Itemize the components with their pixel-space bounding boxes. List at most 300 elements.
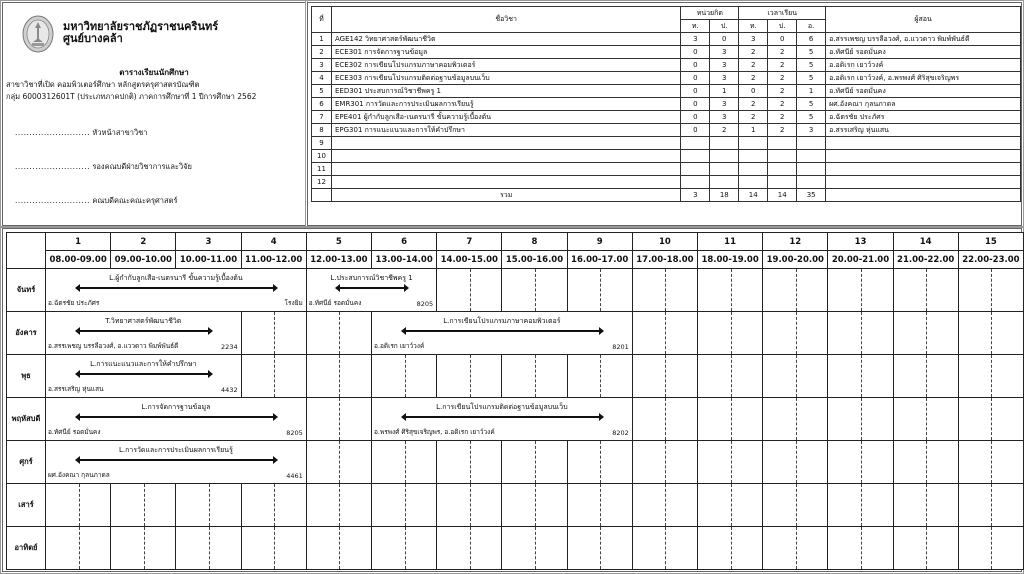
period-number-header: 8 xyxy=(501,232,567,251)
total-hour-practice: 14 xyxy=(768,189,797,202)
empty-slot xyxy=(762,526,828,570)
half-hour-divider xyxy=(991,484,992,526)
half-hour-divider xyxy=(405,441,406,483)
half-hour-divider xyxy=(926,312,927,354)
empty-slot xyxy=(306,354,372,398)
credit-theory: 0 xyxy=(681,85,710,98)
empty-slot xyxy=(306,526,372,570)
hour-theory: 3 xyxy=(739,33,768,46)
empty-slot xyxy=(697,354,763,398)
course-row xyxy=(312,72,1021,85)
half-hour-divider xyxy=(535,484,536,526)
hour-self: 6 xyxy=(797,33,826,46)
hour-practice: 0 xyxy=(768,33,797,46)
day-label: พฤหัสบดี xyxy=(6,397,46,441)
period-time-header: 18.00-19.00 xyxy=(697,250,763,269)
total-hour-theory: 14 xyxy=(739,189,768,202)
half-hour-divider xyxy=(79,527,80,569)
class-name: L.ผู้กำกับลูกเสือ-เนตรนารี ขั้นความรู้เบื้องต้น xyxy=(109,274,243,282)
half-hour-divider xyxy=(274,355,275,397)
half-hour-divider xyxy=(470,355,471,397)
class-teacher: อ.ฉัตรชัย ประภัศร xyxy=(48,299,100,307)
half-hour-divider xyxy=(926,355,927,397)
empty-slot xyxy=(893,483,959,527)
hour-practice: 2 xyxy=(768,111,797,124)
duration-arrow-icon xyxy=(79,330,209,332)
subject-name xyxy=(331,150,680,163)
empty-slot xyxy=(762,268,828,312)
hour-theory xyxy=(739,163,768,176)
credit-theory: 0 xyxy=(681,124,710,137)
half-hour-divider xyxy=(470,527,471,569)
col-header-credit-practice: ป. xyxy=(710,20,739,33)
half-hour-divider xyxy=(796,398,797,440)
period-time-header: 10.00-11.00 xyxy=(175,250,241,269)
class-room: 4432 xyxy=(221,386,238,394)
period-number-header: 2 xyxy=(110,232,176,251)
hour-self: 5 xyxy=(797,72,826,85)
class-teacher: อ.พรพงศ์ ศิริสุขเจริญพร, อ.อดิเรก เยาว์วงค์ xyxy=(374,428,495,436)
row-number: 2 xyxy=(312,46,332,59)
period-time-header: 16.00-17.00 xyxy=(567,250,633,269)
empty-slot xyxy=(501,268,567,312)
half-hour-divider xyxy=(665,355,666,397)
hour-theory xyxy=(739,137,768,150)
half-hour-divider xyxy=(339,441,340,483)
hour-theory: 2 xyxy=(739,72,768,85)
subject-name: ECE302 การเขียนโปรแกรมภาษาคอมพิวเตอร์ xyxy=(331,59,680,72)
period-number-header: 7 xyxy=(436,232,502,251)
empty-slot xyxy=(501,440,567,484)
period-time-header: 21.00-22.00 xyxy=(893,250,959,269)
course-table-panel xyxy=(307,2,1022,226)
half-hour-divider xyxy=(731,484,732,526)
half-hour-divider xyxy=(991,527,992,569)
credit-practice xyxy=(710,163,739,176)
instructor-name: ผศ.อังคณา กุลนภาดล xyxy=(826,98,1021,111)
half-hour-divider xyxy=(535,527,536,569)
hour-theory xyxy=(739,150,768,163)
class-block[interactable] xyxy=(45,440,307,484)
hour-practice xyxy=(768,163,797,176)
class-teacher: อ.สรรเสริญ หุ่นแสน xyxy=(48,385,104,393)
hour-practice: 2 xyxy=(768,124,797,137)
empty-slot xyxy=(697,311,763,355)
row-number: 10 xyxy=(312,150,332,163)
class-teacher: อ.สรรเพชญ บรรลือวงศ์, อ.แววดาว พิมพ์พันธ์ดี xyxy=(48,342,179,350)
credit-practice: 1 xyxy=(710,85,739,98)
class-name: L.การแนะแนวและการให้คำปรึกษา xyxy=(90,360,197,368)
col-header-hours: เวลาเรียน xyxy=(739,7,826,20)
credit-practice: 2 xyxy=(710,124,739,137)
credit-theory: 0 xyxy=(681,98,710,111)
half-hour-divider xyxy=(731,398,732,440)
empty-slot xyxy=(501,354,567,398)
credit-practice: 3 xyxy=(710,98,739,111)
duration-arrow-icon xyxy=(79,459,275,461)
class-name: L.การจัดการฐานข้อมูล xyxy=(141,403,211,411)
empty-slot xyxy=(241,354,307,398)
half-hour-divider xyxy=(79,484,80,526)
credit-theory xyxy=(681,137,710,150)
empty-slot xyxy=(697,397,763,441)
period-number-header: 10 xyxy=(632,232,698,251)
credit-theory: 0 xyxy=(681,72,710,85)
course-row xyxy=(312,163,1021,176)
period-number-header: 9 xyxy=(567,232,633,251)
empty-slot xyxy=(241,526,307,570)
half-hour-divider xyxy=(861,484,862,526)
credit-practice: 0 xyxy=(710,33,739,46)
day-label: จันทร์ xyxy=(6,268,46,312)
half-hour-divider xyxy=(731,312,732,354)
half-hour-divider xyxy=(209,527,210,569)
instructor-name xyxy=(826,176,1021,189)
hour-theory xyxy=(739,176,768,189)
empty-slot xyxy=(632,311,698,355)
empty-slot xyxy=(893,526,959,570)
half-hour-divider xyxy=(731,355,732,397)
row-number: 6 xyxy=(312,98,332,111)
credit-practice: 3 xyxy=(710,72,739,85)
instructor-name xyxy=(826,150,1021,163)
class-block[interactable] xyxy=(45,397,307,441)
instructor-name: อ.ทัศนีย์ รอดมั่นคง xyxy=(826,85,1021,98)
empty-slot xyxy=(893,311,959,355)
empty-slot xyxy=(175,526,241,570)
day-label: อาทิตย์ xyxy=(6,526,46,570)
instructor-name: อ.อดิเรก เยาว์วงค์ xyxy=(826,59,1021,72)
credit-practice xyxy=(710,176,739,189)
day-label: ศุกร์ xyxy=(6,440,46,484)
row-number: 5 xyxy=(312,85,332,98)
weekly-timetable xyxy=(6,232,1019,569)
empty-slot xyxy=(436,483,502,527)
half-hour-divider xyxy=(535,269,536,311)
half-hour-divider xyxy=(861,527,862,569)
hour-theory: 2 xyxy=(739,98,768,111)
credit-theory xyxy=(681,176,710,189)
half-hour-divider xyxy=(535,441,536,483)
credit-practice: 3 xyxy=(710,111,739,124)
row-number: 1 xyxy=(312,33,332,46)
half-hour-divider xyxy=(861,312,862,354)
empty-slot xyxy=(306,311,372,355)
empty-slot xyxy=(697,483,763,527)
col-header-no: ที่ xyxy=(312,7,332,33)
class-room: 8201 xyxy=(612,343,629,351)
class-room: 2234 xyxy=(221,343,238,351)
empty-slot xyxy=(893,268,959,312)
period-number-header: 11 xyxy=(697,232,763,251)
credit-theory xyxy=(681,150,710,163)
empty-slot xyxy=(436,440,502,484)
empty-slot xyxy=(110,483,176,527)
half-hour-divider xyxy=(274,527,275,569)
half-hour-divider xyxy=(470,269,471,311)
duration-arrow-icon xyxy=(339,287,404,289)
empty-slot xyxy=(567,268,633,312)
class-block[interactable] xyxy=(45,268,307,312)
empty-slot xyxy=(762,440,828,484)
empty-slot xyxy=(110,526,176,570)
half-hour-divider xyxy=(600,355,601,397)
empty-slot xyxy=(567,526,633,570)
empty-slot xyxy=(632,268,698,312)
credit-theory: 0 xyxy=(681,46,710,59)
half-hour-divider xyxy=(665,398,666,440)
empty-slot xyxy=(45,526,111,570)
info-panel xyxy=(2,2,306,226)
class-block[interactable] xyxy=(45,354,242,398)
half-hour-divider xyxy=(274,484,275,526)
row-number: 3 xyxy=(312,59,332,72)
period-time-header: 09.00-10.00 xyxy=(110,250,176,269)
class-block[interactable] xyxy=(45,311,242,355)
class-name: L.การเขียนโปรแกรมติดต่อฐานข้อมูลบนเว็บ xyxy=(436,403,568,411)
half-hour-divider xyxy=(665,484,666,526)
empty-slot xyxy=(632,397,698,441)
class-name: L.ประสบการณ์วิชาชีพครู 1 xyxy=(330,274,413,282)
empty-slot xyxy=(893,397,959,441)
credit-theory: 0 xyxy=(681,59,710,72)
credit-theory: 0 xyxy=(681,111,710,124)
subject-name: AGE142 วิทยาศาสตร์พัฒนาชีวิต xyxy=(331,33,680,46)
course-row xyxy=(312,59,1021,72)
empty-slot xyxy=(893,354,959,398)
half-hour-divider xyxy=(796,312,797,354)
period-time-header: 08.00-09.00 xyxy=(45,250,111,269)
empty-slot xyxy=(697,268,763,312)
day-label: อังคาร xyxy=(6,311,46,355)
hour-practice xyxy=(768,137,797,150)
subject-name xyxy=(331,176,680,189)
half-hour-divider xyxy=(665,527,666,569)
hour-practice: 2 xyxy=(768,98,797,111)
university-name: มหาวิทยาลัยราชภัฏราชนครินทร์ xyxy=(63,20,219,33)
col-header-hour-theory: ท. xyxy=(739,20,768,33)
empty-slot xyxy=(632,483,698,527)
class-room: 8202 xyxy=(612,429,629,437)
half-hour-divider xyxy=(600,484,601,526)
duration-arrow-icon xyxy=(79,416,275,418)
class-room: 8205 xyxy=(416,300,434,308)
half-hour-divider xyxy=(796,527,797,569)
empty-slot xyxy=(958,483,1024,527)
empty-slot xyxy=(175,483,241,527)
half-hour-divider xyxy=(339,355,340,397)
empty-slot xyxy=(827,354,893,398)
period-time-header: 17.00-18.00 xyxy=(632,250,698,269)
hour-theory: 2 xyxy=(739,46,768,59)
half-hour-divider xyxy=(274,312,275,354)
col-header-instructor: ผู้สอน xyxy=(826,7,1021,33)
course-row xyxy=(312,124,1021,137)
instructor-name: อ.สรรเพชญ บรรลือวงศ์, อ.แววดาว พิมพ์พันธ์ดี xyxy=(826,33,1021,46)
period-time-header: 19.00-20.00 xyxy=(762,250,828,269)
signature-head-of-department xyxy=(15,127,147,139)
signature-title: รองคณบดีฝ่ายวิชาการและวิจัย xyxy=(92,162,192,171)
empty-slot xyxy=(827,268,893,312)
instructor-name: อ.ฉัตรชัย ประภัศร xyxy=(826,111,1021,124)
signature-dean xyxy=(15,195,178,207)
half-hour-divider xyxy=(339,484,340,526)
empty-slot xyxy=(827,526,893,570)
class-teacher: อ.อดิเรก เยาว์วงค์ xyxy=(374,342,425,350)
class-block[interactable] xyxy=(306,268,437,312)
class-room: 8205 xyxy=(286,429,303,437)
half-hour-divider xyxy=(470,484,471,526)
empty-slot xyxy=(371,526,437,570)
empty-slot xyxy=(632,354,698,398)
subject-name: EPG301 การแนะแนวและการให้คำปรึกษา xyxy=(331,124,680,137)
timetable-panel xyxy=(2,228,1022,572)
class-room: 4461 xyxy=(286,472,303,480)
empty-slot xyxy=(958,397,1024,441)
half-hour-divider xyxy=(665,441,666,483)
subject-name: ECE301 การจัดการฐานข้อมูล xyxy=(331,46,680,59)
period-number-header: 5 xyxy=(306,232,372,251)
credit-practice: 3 xyxy=(710,59,739,72)
credit-practice: 3 xyxy=(710,46,739,59)
row-number: 11 xyxy=(312,163,332,176)
hour-practice: 2 xyxy=(768,59,797,72)
half-hour-divider xyxy=(861,398,862,440)
col-header-subject: ชื่อวิชา xyxy=(331,7,680,33)
period-number-header: 6 xyxy=(371,232,437,251)
hour-self: 3 xyxy=(797,124,826,137)
empty-slot xyxy=(241,483,307,527)
total-credit-theory: 3 xyxy=(681,189,710,202)
empty-slot xyxy=(241,311,307,355)
class-name: L.การวัดและการประเมินผลการเรียนรู้ xyxy=(118,446,233,454)
half-hour-divider xyxy=(209,484,210,526)
period-time-header: 11.00-12.00 xyxy=(241,250,307,269)
half-hour-divider xyxy=(796,484,797,526)
half-hour-divider xyxy=(144,484,145,526)
half-hour-divider xyxy=(665,269,666,311)
empty-slot xyxy=(762,397,828,441)
half-hour-divider xyxy=(405,527,406,569)
credit-theory: 3 xyxy=(681,33,710,46)
total-row xyxy=(312,189,1021,202)
period-time-header: 15.00-16.00 xyxy=(501,250,567,269)
period-time-header: 12.00-13.00 xyxy=(306,250,372,269)
subject-name: ECE303 การเขียนโปรแกรมติดต่อฐานข้อมูลบนเว็บ xyxy=(331,72,680,85)
hour-practice: 2 xyxy=(768,72,797,85)
half-hour-divider xyxy=(861,355,862,397)
hour-self xyxy=(797,163,826,176)
half-hour-divider xyxy=(339,398,340,440)
half-hour-divider xyxy=(991,441,992,483)
empty-slot xyxy=(827,440,893,484)
campus-name: ศูนย์บางคล้า xyxy=(63,32,123,45)
class-block[interactable] xyxy=(371,397,633,441)
signature-dots: .......................... xyxy=(15,128,90,137)
instructor-name xyxy=(826,137,1021,150)
course-table xyxy=(311,6,1021,202)
day-label: พุธ xyxy=(6,354,46,398)
course-row xyxy=(312,137,1021,150)
duration-arrow-icon xyxy=(79,373,209,375)
col-header-credits: หน่วยกิต xyxy=(681,7,739,20)
total-hour-self: 35 xyxy=(797,189,826,202)
half-hour-divider xyxy=(339,527,340,569)
course-row xyxy=(312,111,1021,124)
total-credit-practice: 18 xyxy=(710,189,739,202)
half-hour-divider xyxy=(861,269,862,311)
empty-slot xyxy=(436,268,502,312)
empty-slot xyxy=(45,483,111,527)
period-time-header: 14.00-15.00 xyxy=(436,250,502,269)
period-time-header: 22.00-23.00 xyxy=(958,250,1024,269)
half-hour-divider xyxy=(405,355,406,397)
program-info: สาขาวิชาที่เปิด คอมพิวเตอร์ศึกษา หลักสูตรครุศาสตรบัณฑิต xyxy=(6,80,200,89)
empty-slot xyxy=(306,397,372,441)
signature-title: หัวหน้าสาขาวิชา xyxy=(92,128,148,137)
empty-slot xyxy=(567,354,633,398)
instructor-name: อ.อดิเรก เยาว์วงค์, อ.พรพงศ์ ศิริสุขเจริญพร xyxy=(826,72,1021,85)
half-hour-divider xyxy=(796,441,797,483)
half-hour-divider xyxy=(600,269,601,311)
course-row xyxy=(312,98,1021,111)
instructor-name xyxy=(826,163,1021,176)
half-hour-divider xyxy=(731,441,732,483)
empty-slot xyxy=(501,483,567,527)
course-row xyxy=(312,150,1021,163)
signature-dots: .......................... xyxy=(15,196,90,205)
period-time-header: 13.00-14.00 xyxy=(371,250,437,269)
class-block[interactable] xyxy=(371,311,633,355)
schedule-title: ตารางเรียนนักศึกษา xyxy=(119,68,189,77)
empty-slot xyxy=(762,483,828,527)
period-number-header: 15 xyxy=(958,232,1024,251)
col-header-hour-practice: ป. xyxy=(768,20,797,33)
class-room: โรงยิม xyxy=(284,299,303,307)
hour-self: 5 xyxy=(797,111,826,124)
hour-self xyxy=(797,137,826,150)
empty-slot xyxy=(893,440,959,484)
half-hour-divider xyxy=(796,269,797,311)
timetable-corner xyxy=(6,232,46,269)
instructor-name: อ.ทัศนีย์ รอดมั่นคง xyxy=(826,46,1021,59)
empty-slot xyxy=(827,311,893,355)
half-hour-divider xyxy=(535,355,536,397)
half-hour-divider xyxy=(731,269,732,311)
period-number-header: 12 xyxy=(762,232,828,251)
empty-slot xyxy=(567,440,633,484)
half-hour-divider xyxy=(339,312,340,354)
half-hour-divider xyxy=(600,527,601,569)
total-label: รวม xyxy=(331,189,680,202)
group-info: กลุ่ม 6000312601T (ประเภทภาคปกติ) ภาคการศึกษาที่ 1 ปีการศึกษา 2562 xyxy=(6,92,257,101)
period-number-header: 3 xyxy=(175,232,241,251)
row-number: 8 xyxy=(312,124,332,137)
hour-theory: 2 xyxy=(739,111,768,124)
empty-slot xyxy=(371,440,437,484)
subject-name xyxy=(331,137,680,150)
empty-slot xyxy=(632,440,698,484)
hour-self xyxy=(797,150,826,163)
half-hour-divider xyxy=(926,269,927,311)
subject-name xyxy=(331,163,680,176)
subject-name: EPE401 ผู้กำกับลูกเสือ-เนตรนารี ขั้นความรู้เบื้องต้น xyxy=(331,111,680,124)
hour-self: 5 xyxy=(797,46,826,59)
hour-practice: 2 xyxy=(768,85,797,98)
half-hour-divider xyxy=(470,441,471,483)
class-name: T.วิทยาศาสตร์พัฒนาชีวิต xyxy=(105,317,182,325)
course-row xyxy=(312,46,1021,59)
